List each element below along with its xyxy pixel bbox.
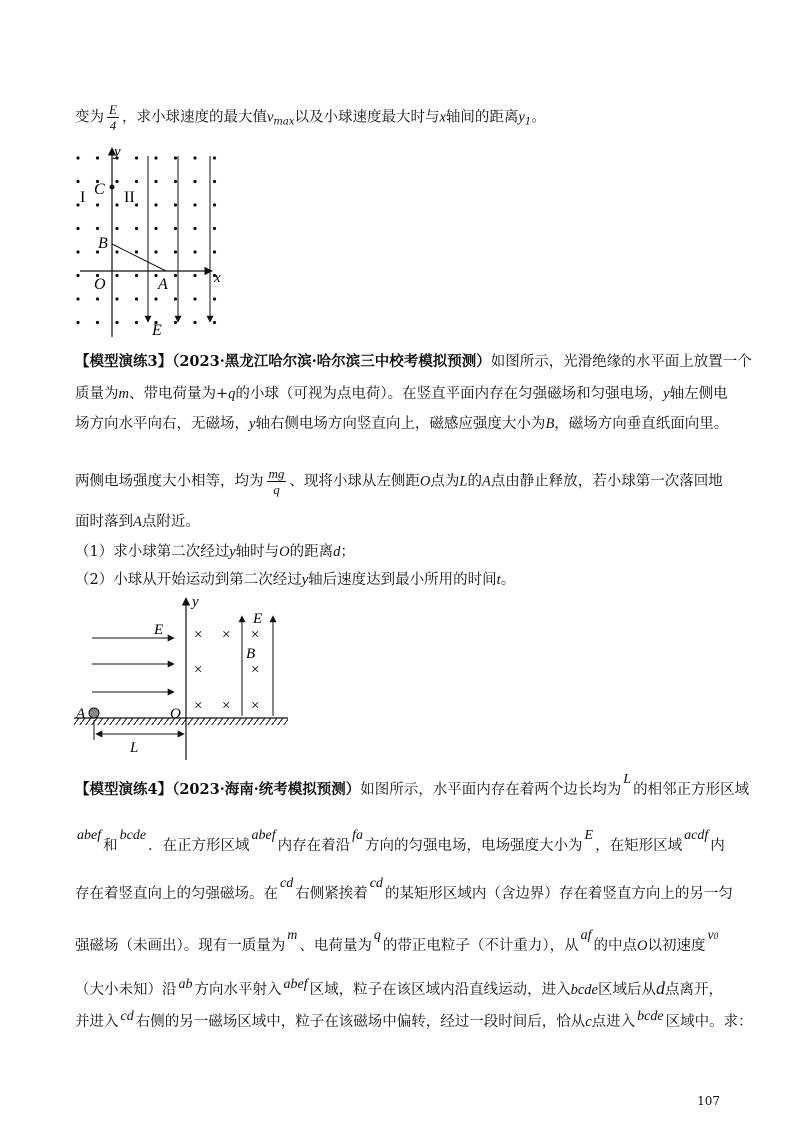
field-dot bbox=[174, 156, 177, 159]
field-dot bbox=[76, 180, 79, 183]
label-e: E bbox=[152, 322, 162, 339]
field-dot bbox=[154, 227, 157, 230]
p4-line-1 bbox=[75, 772, 750, 801]
var-l: L bbox=[623, 772, 632, 787]
text: 右侧紧挨着 bbox=[295, 886, 368, 902]
field-dot bbox=[193, 180, 196, 183]
var-d: d bbox=[333, 544, 341, 560]
field-dot bbox=[76, 297, 79, 300]
text: 存在着竖直向上的匀强磁场。在 bbox=[75, 886, 278, 902]
var-d: d bbox=[655, 978, 665, 998]
numerator: mg bbox=[268, 466, 285, 481]
field-dot bbox=[135, 321, 138, 324]
field-dot bbox=[115, 297, 118, 300]
text: 的某矩形区域内（含边界）存在着竖直方向上的另一匀 bbox=[384, 886, 733, 902]
text: ，在矩形区域 bbox=[595, 838, 683, 854]
label-b: B bbox=[98, 235, 108, 252]
p4-line-3 bbox=[75, 876, 733, 905]
text: ，求小球速度的最大值 bbox=[121, 109, 267, 126]
label-region-i: I bbox=[80, 189, 86, 206]
field-dot bbox=[96, 156, 99, 159]
var-abef: abef bbox=[251, 828, 276, 843]
field-dot bbox=[193, 274, 196, 277]
field-dot bbox=[135, 180, 138, 183]
label-b: B bbox=[246, 646, 256, 662]
text: 、电荷量为 bbox=[299, 938, 372, 954]
field-dot bbox=[96, 203, 99, 206]
cross: × bbox=[194, 627, 203, 643]
text: 方向水平射入 bbox=[194, 982, 282, 998]
cross: × bbox=[194, 662, 203, 678]
var-b: B bbox=[545, 416, 555, 432]
p4-line-2 bbox=[75, 828, 725, 857]
var-v0 bbox=[708, 928, 719, 943]
var-cd: cd bbox=[120, 1009, 134, 1024]
text: 质量为 bbox=[75, 386, 119, 402]
var-y: y bbox=[663, 386, 670, 402]
text: 变为 bbox=[75, 109, 104, 126]
text: 内 bbox=[710, 838, 725, 854]
p4-line-6 bbox=[75, 1009, 753, 1033]
text: 以及小球速度最大时与 bbox=[294, 109, 440, 126]
text: ，磁场方向垂直纸面向里。 bbox=[554, 416, 729, 432]
var-l: L bbox=[459, 473, 468, 490]
text: 区域后从 bbox=[597, 982, 656, 998]
var-o: O bbox=[419, 473, 431, 490]
p3-question-1 bbox=[75, 542, 355, 562]
sub-max: max bbox=[273, 116, 295, 128]
cross: × bbox=[222, 698, 231, 714]
var-cd: cd bbox=[369, 876, 383, 891]
field-dot bbox=[76, 250, 79, 253]
field-dot bbox=[174, 297, 177, 300]
text: 点附近。 bbox=[141, 514, 200, 530]
label-a: A bbox=[158, 276, 168, 293]
label-o: O bbox=[170, 706, 181, 722]
label-e-right: E bbox=[253, 611, 263, 627]
field-dot bbox=[115, 250, 118, 253]
field-dot bbox=[96, 227, 99, 230]
field-dot bbox=[115, 227, 118, 230]
label-c: C bbox=[94, 181, 105, 198]
v: v bbox=[707, 928, 714, 943]
cross: × bbox=[251, 627, 260, 643]
text: 、带电荷量为+ bbox=[128, 386, 229, 402]
p4-line-5 bbox=[75, 978, 723, 1001]
figure-2-field-diagram bbox=[70, 594, 310, 764]
var-c: c bbox=[585, 1014, 592, 1030]
field-dot bbox=[135, 297, 138, 300]
text: 、现将小球从左侧距 bbox=[289, 473, 420, 490]
field-dot bbox=[174, 180, 177, 183]
field-dot bbox=[115, 180, 118, 183]
text: 区域，粒子在该区域内沿直线运动，进入 bbox=[309, 982, 571, 998]
text: 。 bbox=[500, 572, 516, 588]
field-dot bbox=[213, 203, 216, 206]
p3-line-2 bbox=[75, 384, 728, 404]
p3-line-5 bbox=[75, 512, 200, 532]
cross: × bbox=[251, 662, 260, 678]
var-v: v bbox=[266, 109, 274, 126]
text: 的小球（可视为点电荷）。在竖直平面内存在匀强磁场和匀强电场， bbox=[235, 386, 664, 402]
label-region-ii: II bbox=[124, 189, 135, 206]
intro-line bbox=[75, 102, 546, 133]
cross: × bbox=[222, 627, 231, 643]
field-dot bbox=[76, 156, 79, 159]
label-o: O bbox=[94, 276, 106, 293]
text: 的带正电粒子（不计重力），从 bbox=[382, 938, 579, 954]
text: 的相邻正方形区域 bbox=[633, 782, 750, 798]
var-abef: abef bbox=[77, 828, 102, 843]
var-m: m bbox=[118, 386, 129, 402]
cross: × bbox=[194, 698, 203, 714]
denominator: q bbox=[273, 482, 280, 497]
var-q: q bbox=[373, 928, 381, 943]
field-dot bbox=[213, 180, 216, 183]
field-dot bbox=[115, 321, 118, 324]
magnetic-crosses bbox=[194, 627, 259, 714]
field-dot bbox=[135, 227, 138, 230]
p3-line-3 bbox=[75, 414, 728, 434]
text: 右侧的另一磁场区域中，粒子在该磁场中偏转，经过一段时间后，恰从 bbox=[135, 1014, 586, 1030]
field-dot bbox=[213, 250, 216, 253]
field-dot bbox=[174, 250, 177, 253]
text: 并进入 bbox=[75, 1014, 119, 1030]
field-dot bbox=[193, 297, 196, 300]
field-dot bbox=[96, 321, 99, 324]
field-dot bbox=[193, 227, 196, 230]
denominator: 4 bbox=[109, 118, 117, 133]
p3-line-1 bbox=[75, 352, 752, 372]
cross: × bbox=[251, 698, 260, 714]
fraction-e-over-4 bbox=[107, 102, 119, 133]
field-dot bbox=[193, 156, 196, 159]
field-dot bbox=[135, 203, 138, 206]
field-dot bbox=[193, 203, 196, 206]
var-o: O bbox=[637, 938, 648, 954]
text: 面时落到 bbox=[75, 514, 133, 530]
var-e: E bbox=[584, 828, 594, 843]
text: 的中点 bbox=[593, 938, 638, 954]
var-y: y bbox=[518, 109, 525, 126]
field-dot bbox=[135, 274, 138, 277]
var-ab: ab bbox=[178, 977, 193, 992]
var-cd: cd bbox=[280, 876, 294, 891]
field-dot bbox=[174, 227, 177, 230]
text: 轴间的距离 bbox=[445, 109, 519, 126]
text: （1）求小球第二次经过 bbox=[75, 544, 230, 560]
field-dot bbox=[193, 250, 196, 253]
text: 场方向水平向右，无磁场， bbox=[75, 416, 249, 432]
label-l: L bbox=[130, 740, 139, 756]
field-dot bbox=[154, 180, 157, 183]
p4-line-4 bbox=[75, 928, 720, 957]
ball bbox=[89, 708, 99, 718]
problem-3-title: 【模型演练3】（2023·黑龙江哈尔滨·哈尔滨三中校考模拟预测） bbox=[75, 353, 491, 370]
var-y: y bbox=[249, 416, 256, 432]
field-dot bbox=[154, 297, 157, 300]
var-x: x bbox=[439, 109, 446, 126]
text: 如图所示，光滑绝缘的水平面上放置一个 bbox=[490, 354, 752, 370]
label-x: x bbox=[214, 270, 221, 286]
field-dot bbox=[174, 203, 177, 206]
var-bcde: bcde bbox=[119, 828, 147, 843]
text: 强磁场（未画出）。现有一质量为 bbox=[75, 938, 286, 954]
field-dot bbox=[174, 274, 177, 277]
sub-1: 1 bbox=[524, 116, 532, 128]
field-dot bbox=[115, 274, 118, 277]
field-dot bbox=[135, 250, 138, 253]
var-a: A bbox=[133, 514, 142, 530]
text: ．在正方形区域 bbox=[148, 838, 250, 854]
text: 以初速度 bbox=[647, 938, 706, 954]
field-dot bbox=[96, 297, 99, 300]
var-t: t bbox=[496, 572, 501, 588]
field-dot bbox=[213, 156, 216, 159]
field-dot bbox=[115, 203, 118, 206]
field-dot bbox=[154, 156, 157, 159]
sub-0: 0 bbox=[713, 931, 719, 941]
field-dot bbox=[154, 203, 157, 206]
label-y: y bbox=[192, 594, 199, 610]
var-y: y bbox=[301, 572, 309, 588]
text: 的 bbox=[467, 473, 482, 490]
var-bcde: bcde bbox=[637, 1009, 664, 1024]
var-abef: abef bbox=[283, 977, 308, 992]
text: 点进入 bbox=[591, 1014, 636, 1030]
field-dot bbox=[76, 274, 79, 277]
label-e-left: E bbox=[154, 622, 164, 638]
label-a: A bbox=[76, 706, 86, 722]
fraction-mg-over-q bbox=[267, 466, 287, 497]
field-dot bbox=[76, 321, 79, 324]
var-a: A bbox=[481, 473, 491, 490]
text: 两侧电场强度大小相等，均为 bbox=[75, 473, 264, 490]
var-acdf: acdf bbox=[684, 828, 709, 843]
field-dot bbox=[154, 250, 157, 253]
var-fa: fa bbox=[352, 828, 364, 843]
text: 轴时与 bbox=[235, 544, 280, 560]
numerator: E bbox=[109, 102, 117, 117]
p3-line-4 bbox=[75, 466, 723, 497]
var-bcde: bcde bbox=[570, 982, 598, 998]
field-dot bbox=[174, 321, 177, 324]
text: （2）小球从开始运动到第二次经过 bbox=[75, 572, 302, 588]
text: 和 bbox=[103, 838, 118, 854]
point-c bbox=[110, 185, 115, 190]
field-dot bbox=[135, 156, 138, 159]
text: 点为 bbox=[430, 473, 460, 490]
field-dot bbox=[213, 297, 216, 300]
page-number: 107 bbox=[697, 1094, 720, 1108]
var-m: m bbox=[287, 928, 298, 943]
var-q: q bbox=[228, 386, 236, 402]
text: 的距离 bbox=[289, 544, 334, 560]
var-o: O bbox=[279, 544, 290, 560]
field-dot bbox=[193, 321, 196, 324]
segment-ba bbox=[112, 244, 166, 271]
text: 轴后速度达到最小所用的时间 bbox=[308, 572, 497, 588]
var-af: af bbox=[580, 928, 592, 943]
text: 如图所示，水平面内存在着两个边长均为 bbox=[360, 782, 622, 798]
field-dot bbox=[213, 227, 216, 230]
text: 轴右侧电场方向竖直向上，磁感应强度大小为 bbox=[255, 416, 546, 432]
text: （大小未知）沿 bbox=[75, 982, 177, 998]
ground-hatch bbox=[74, 718, 288, 725]
text: 点由静止释放，若小球第一次落回地 bbox=[490, 473, 723, 490]
field-dot bbox=[213, 321, 216, 324]
problem-4-title: 【模型演练4】（2023·海南·统考模拟预测） bbox=[75, 781, 361, 798]
p3-question-2 bbox=[75, 570, 515, 590]
text: ； bbox=[340, 544, 355, 560]
text: 。 bbox=[531, 109, 546, 126]
text: 区域中。求： bbox=[665, 1014, 753, 1030]
text: 内存在着沿 bbox=[277, 838, 351, 854]
text: 轴左侧电 bbox=[669, 386, 728, 402]
field-dot bbox=[76, 227, 79, 230]
text: 点离开， bbox=[664, 982, 723, 998]
label-y: y bbox=[114, 144, 121, 160]
text: 方向的匀强电场，电场强度大小为 bbox=[365, 838, 583, 854]
figure-1-field-diagram bbox=[70, 142, 250, 342]
var-y: y bbox=[229, 544, 236, 560]
